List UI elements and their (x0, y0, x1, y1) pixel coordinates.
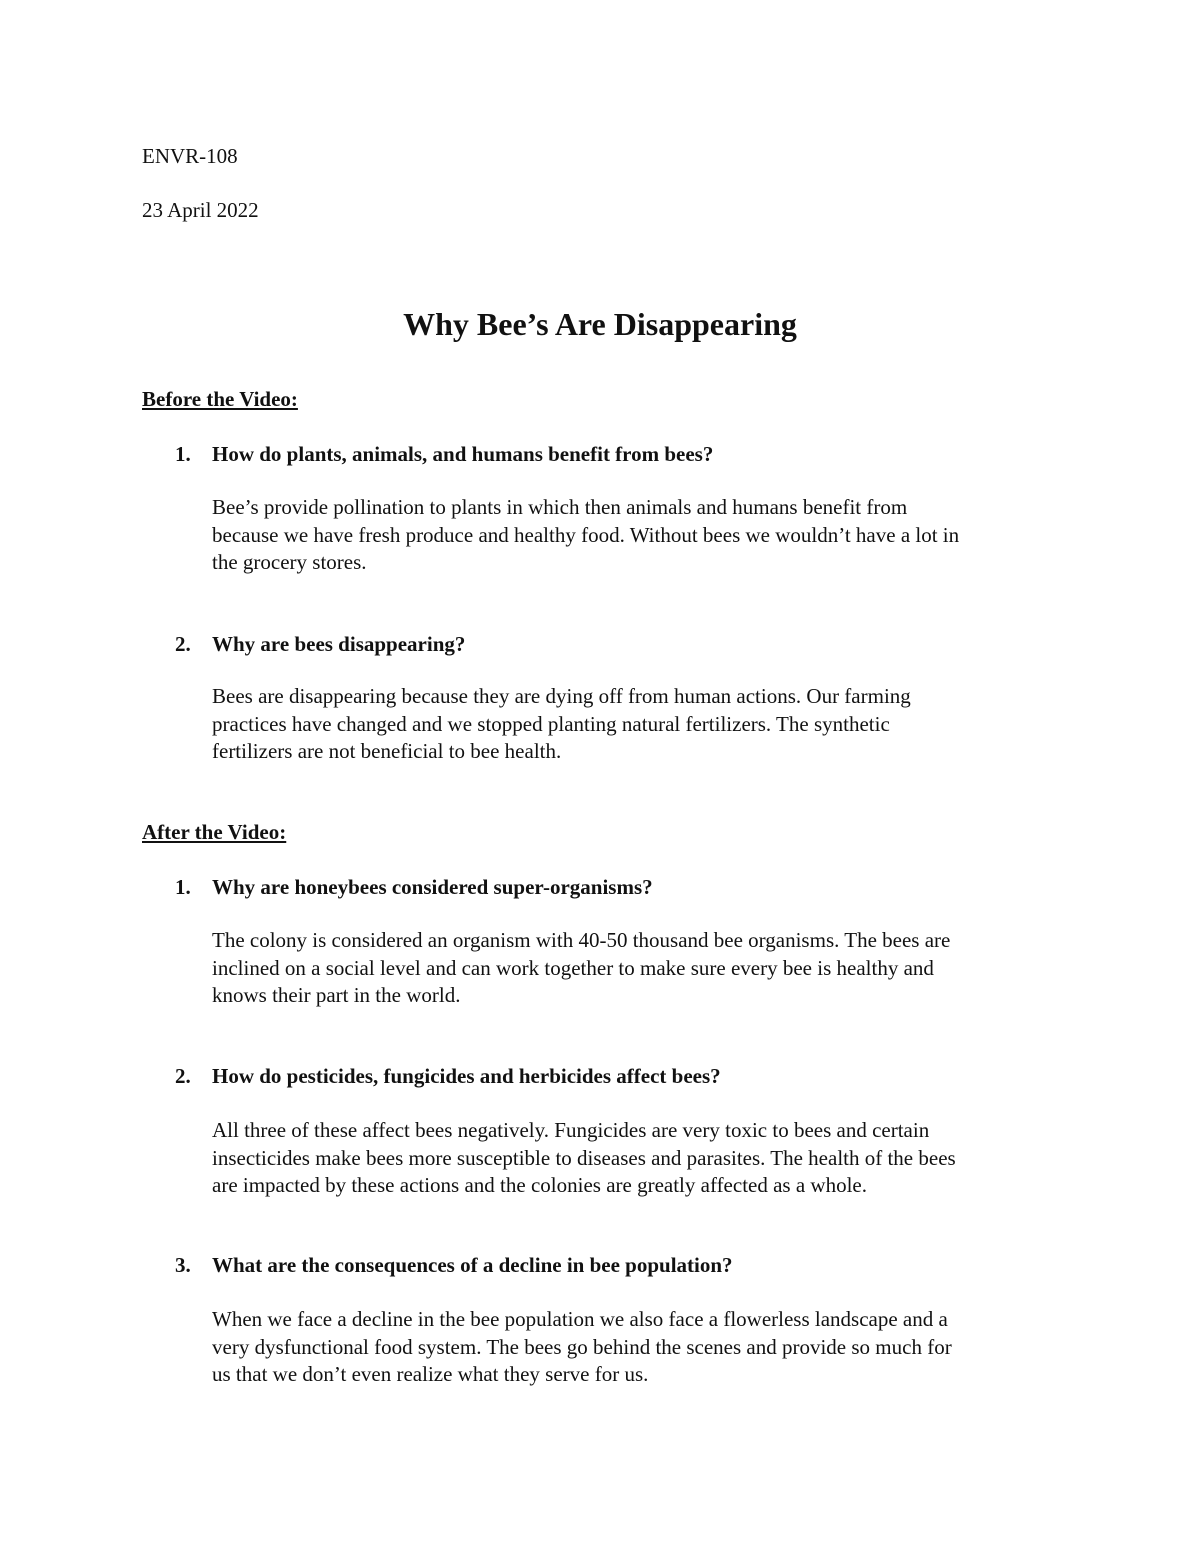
answer-paragraph (212, 683, 1072, 766)
answer-line: The colony is considered an organism with 40-50 thousand bee organisms. The bees are (212, 928, 951, 952)
page-title: Why Bee’s Are Disappearing (403, 306, 797, 342)
answer-line: fertilizers are not beneficial to bee health. (212, 739, 562, 763)
question-number: 3. (175, 1253, 191, 1277)
answer-line: us that we don’t even realize what they serve for us. (212, 1362, 649, 1386)
answer-line: inclined on a social level and can work together to make sure every bee is healthy and (212, 955, 934, 980)
question-number: 2. (175, 1064, 191, 1088)
answer-line: Bees are disappearing because they are dying off from human actions. Our farming (212, 684, 911, 708)
course-code: ENVR-108 (142, 144, 238, 168)
section-heading-after: After the Video: (142, 820, 287, 844)
question-number: 1. (175, 875, 191, 899)
answer-line: very dysfunctional food system. The bees go behind the scenes and provide so much for (212, 1334, 952, 1359)
answer-line: insecticides make bees more susceptible to diseases and parasites. The health of the bees (212, 1145, 956, 1170)
question-number: 1. (175, 442, 191, 466)
question-text: How do pesticides, fungicides and herbicides affect bees? (212, 1064, 721, 1088)
answer-line: practices have changed and we stopped planting natural fertilizers. The synthetic (212, 711, 890, 736)
answer-paragraph (212, 494, 1072, 577)
answer-paragraph (212, 927, 1072, 1010)
answer-paragraph (212, 1306, 1072, 1389)
answer-line: knows their part in the world. (212, 983, 461, 1007)
answer-line: the grocery stores. (212, 550, 367, 574)
section-heading-before: Before the Video: (142, 387, 298, 411)
answer-line: All three of these affect bees negatively. Fungicides are very toxic to bees and certain (212, 1118, 930, 1142)
question-text: What are the consequences of a decline in bee population? (212, 1253, 733, 1277)
question-text: How do plants, animals, and humans benefit from bees? (212, 442, 714, 466)
answer-line: because we have fresh produce and healthy food. Without bees we wouldn’t have a lot in (212, 522, 960, 547)
answer-line: are impacted by these actions and the colonies are greatly affected as a whole. (212, 1173, 867, 1197)
answer-line: Bee’s provide pollination to plants in which then animals and humans benefit from (212, 495, 908, 519)
question-text: Why are honeybees considered super-organisms? (212, 875, 653, 899)
question-text: Why are bees disappearing? (212, 632, 466, 656)
question-number: 2. (175, 632, 191, 656)
answer-paragraph (212, 1117, 1072, 1200)
assignment-date: 23 April 2022 (142, 198, 259, 222)
answer-line: When we face a decline in the bee population we also face a flowerless landscape and a (212, 1307, 948, 1331)
